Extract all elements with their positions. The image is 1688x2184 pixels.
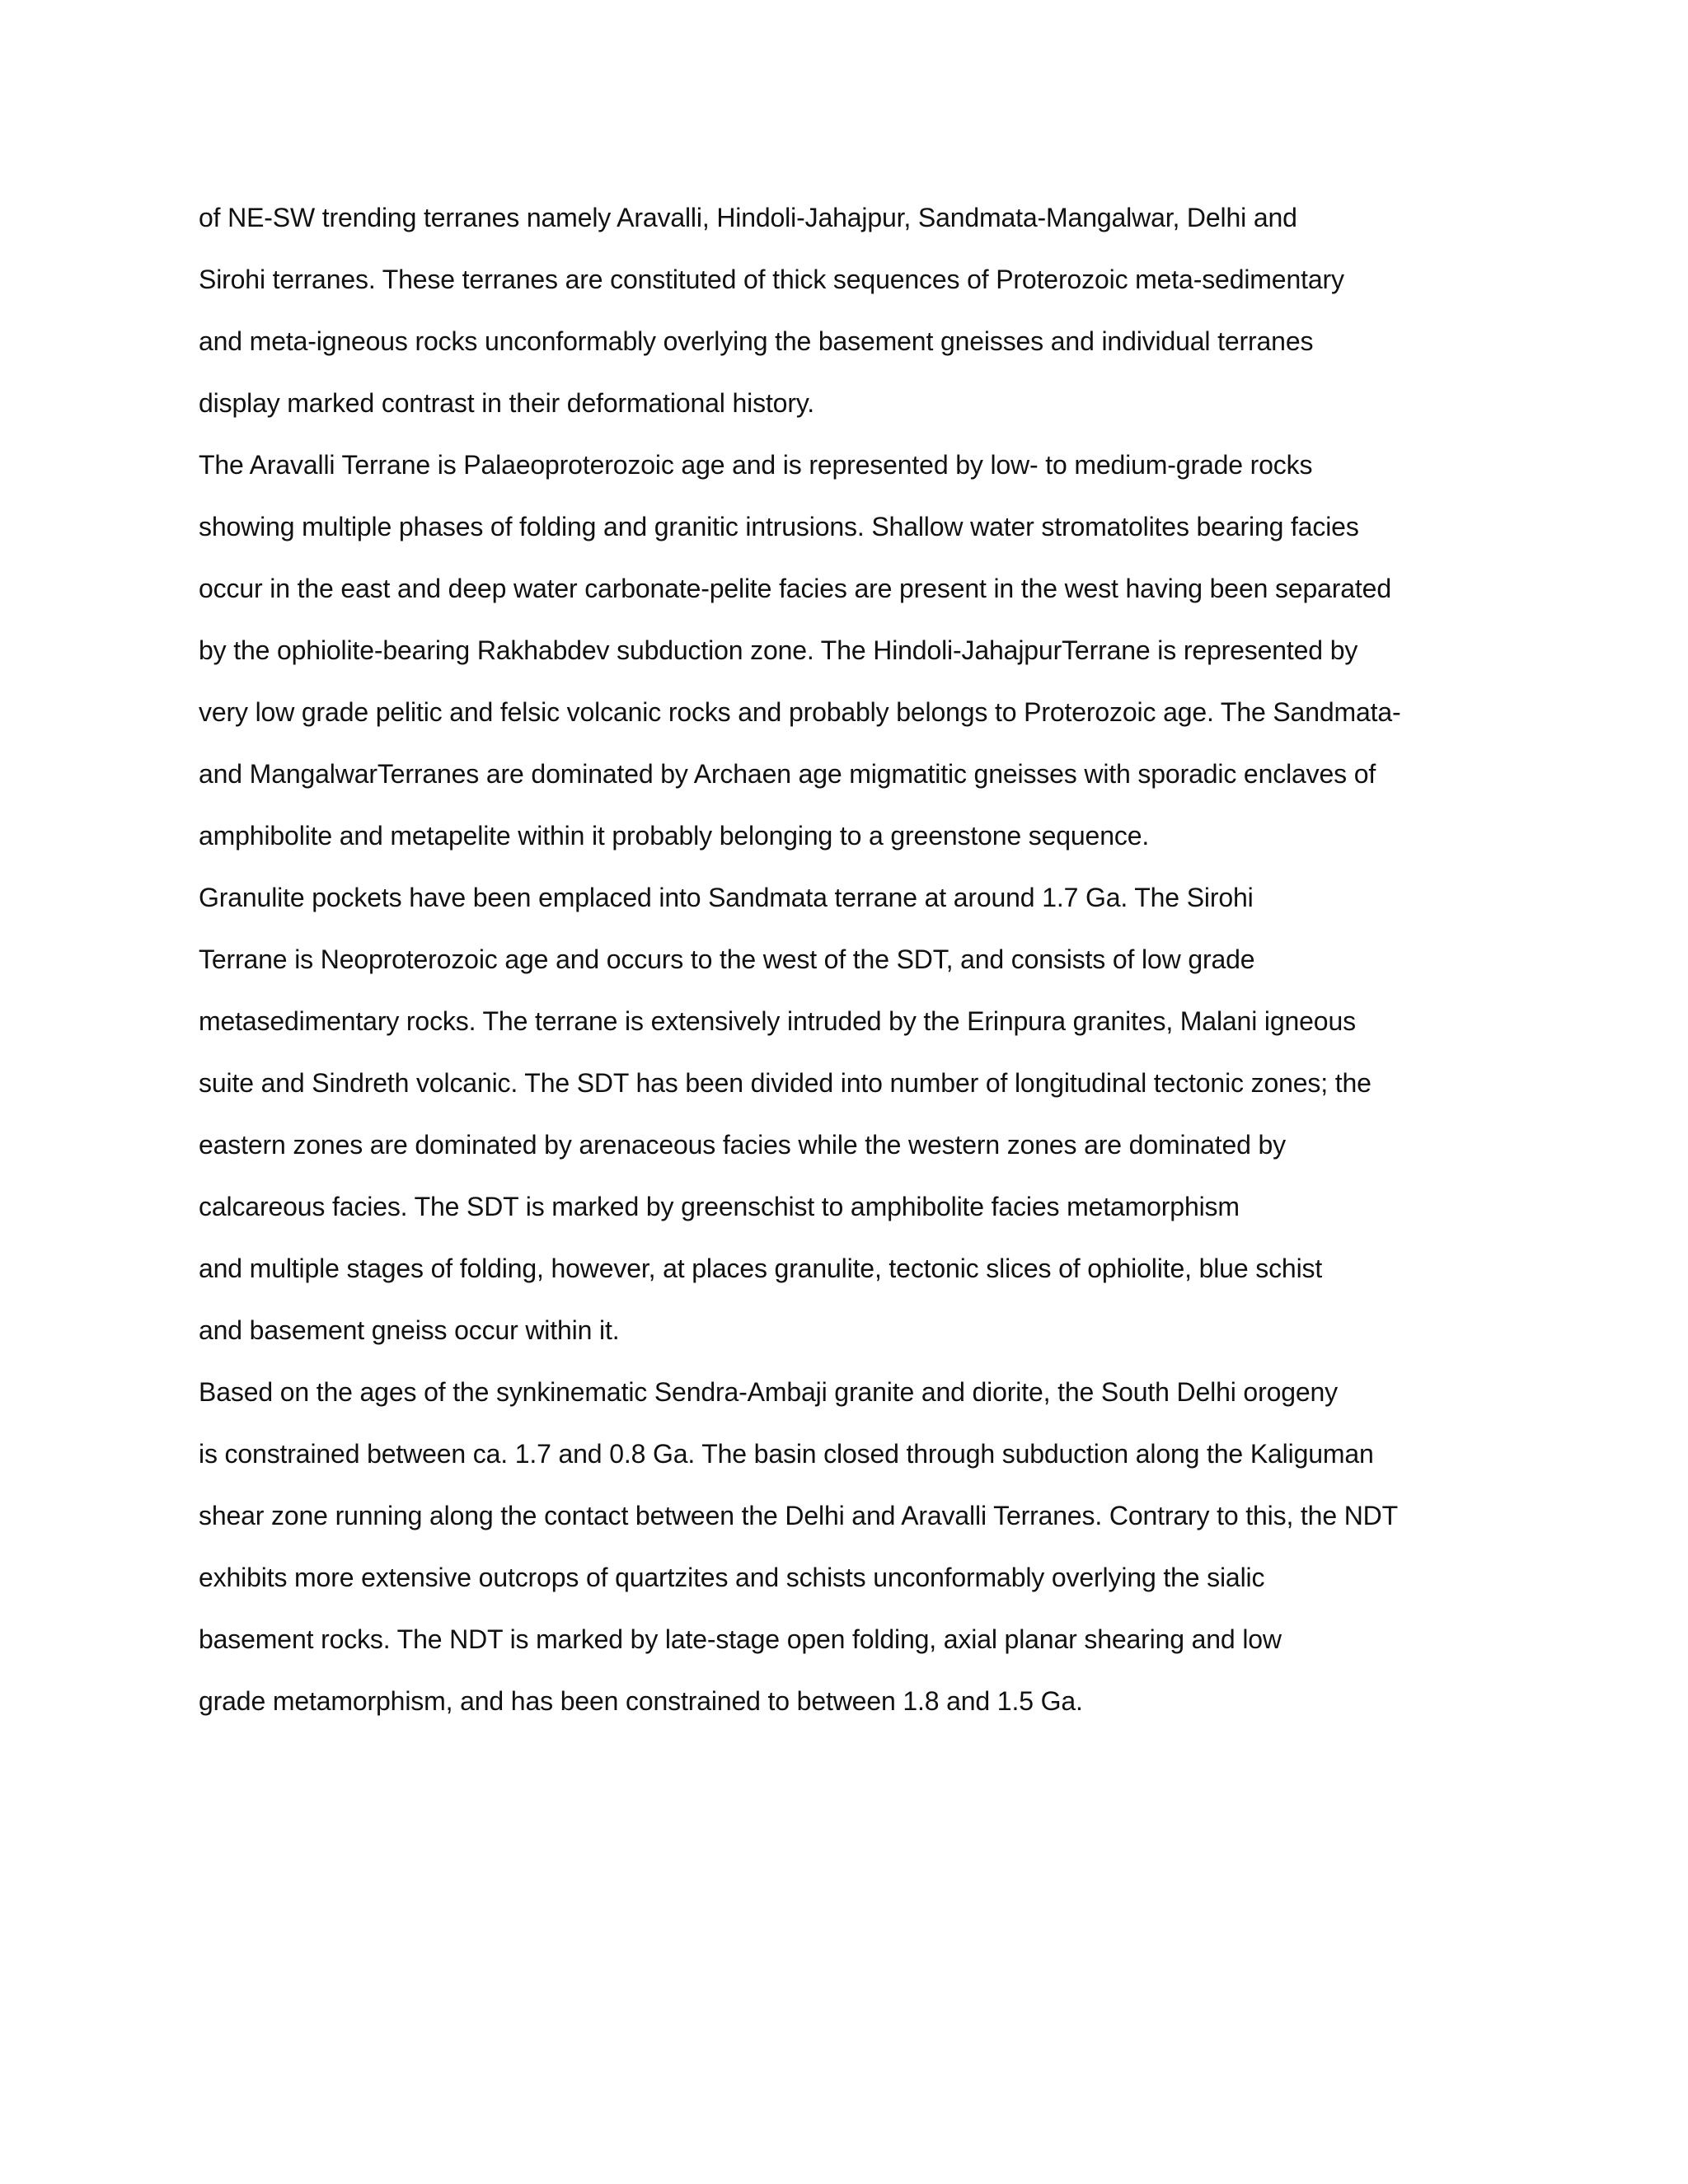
text-line: and MangalwarTerranes are dominated by Archaen age migmatitic gneisses with sporadic enclaves of xyxy=(199,759,1376,789)
text-line: shear zone running along the contact between the Delhi and Aravalli Terranes. Contrary to this, the NDT xyxy=(199,1501,1399,1530)
text-line: is constrained between ca. 1.7 and 0.8 Ga. The basin closed through subduction along the Kaliguman xyxy=(199,1439,1374,1469)
text-line: calcareous facies. The SDT is marked by greenschist to amphibolite facies metamorphism xyxy=(199,1192,1240,1221)
text-line: showing multiple phases of folding and granitic intrusions. Shallow water stromatolites bearing facies xyxy=(199,512,1359,541)
text-line: grade metamorphism, and has been constrained to between 1.8 and 1.5 Ga. xyxy=(199,1686,1083,1716)
text-line: amphibolite and metapelite within it probably belonging to a greenstone sequence. xyxy=(199,821,1150,851)
text-line: exhibits more extensive outcrops of quartzites and schists unconformably overlying the sialic xyxy=(199,1563,1265,1592)
text-line: by the ophiolite-bearing Rakhabdev subduction zone. The Hindoli-JahajpurTerrane is represented by xyxy=(199,635,1358,665)
text-line: and meta-igneous rocks unconformably overlying the basement gneisses and individual terranes xyxy=(199,326,1314,356)
text-line: Terrane is Neoproterozoic age and occurs to the west of the SDT, and consists of low grade xyxy=(199,944,1255,974)
text-line: The Aravalli Terrane is Palaeoproterozoic age and is represented by low- to medium-grade rocks xyxy=(199,450,1313,480)
text-line: very low grade pelitic and felsic volcanic rocks and probably belongs to Proterozoic age. The Sandmata- xyxy=(199,697,1401,727)
text-line: occur in the east and deep water carbonate-pelite facies are present in the west having been separated xyxy=(199,574,1391,603)
text-line: and basement gneiss occur within it. xyxy=(199,1315,620,1345)
text-line: Sirohi terranes. These terranes are constituted of thick sequences of Proterozoic meta-sedimentary xyxy=(199,265,1344,294)
text-line: metasedimentary rocks. The terrane is extensively intruded by the Erinpura granites, Malani igneous xyxy=(199,1006,1356,1036)
text-line: display marked contrast in their deformational history. xyxy=(199,388,815,418)
text-line: basement rocks. The NDT is marked by late-stage open folding, axial planar shearing and low xyxy=(199,1624,1282,1654)
text-line: suite and Sindreth volcanic. The SDT has been divided into number of longitudinal tectonic zones; the xyxy=(199,1068,1372,1098)
text-line: Granulite pockets have been emplaced into Sandmata terrane at around 1.7 Ga. The Sirohi xyxy=(199,883,1254,912)
text-line: of NE-SW trending terranes namely Aravalli, Hindoli-Jahajpur, Sandmata-Mangalwar, Delhi and xyxy=(199,203,1297,232)
text-line: eastern zones are dominated by arenaceous facies while the western zones are dominated by xyxy=(199,1130,1286,1160)
document-body xyxy=(199,194,1517,1740)
text-line: Based on the ages of the synkinematic Sendra-Ambaji granite and diorite, the South Delhi orogeny xyxy=(199,1377,1339,1407)
text-line: and multiple stages of folding, however, at places granulite, tectonic slices of ophiolite, blue schist xyxy=(199,1254,1323,1283)
